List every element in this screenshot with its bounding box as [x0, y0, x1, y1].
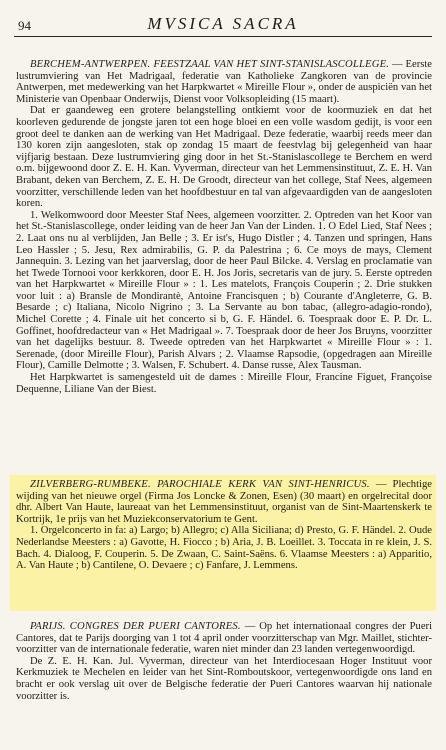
article-paragraph: De Z. E. H. Kan. Jul. Vyverman, directeur van het Interdiocesaan Hoger Instituut voor Kerkmuziek te Mechelen en leider van het Sint-Romboutskoor, vertegenwoordigde ons land en bracht er ook verslag uit over de Belgische federatie der Pueri Cantores waarvan hij nationale voorzitter is.	[16, 655, 432, 702]
article-lead	[16, 479, 432, 525]
article-paragraph: Het Harpkwartet is samengesteld uit de dames : Mireille Flour, Francine Figuet, Françoise Dequenne, Liliane Van der Biest.	[16, 372, 432, 395]
program-paragraph: 1. Orgelconcerto in fa: a) Largo; b) Allegro; c) Alla Siciliana; d) Presto, G. F. Händel. 2. Oude Nederlandse Meesters : a) Gavotte, H. Fiocco ; b) Aria, J. B. Loeillet. 3. Toccata in re klein, J. S. Bach. 4. Dialoog, F. Couperin. 5. De Zwaan, C. Saint-Saëns. 6. Vlaamse Meesters : a) Apparitio, A. Van Haute ; b) Cantilene, O. Devaere ; c) Fanfare, J. Lemmens.	[16, 525, 432, 572]
article-lead	[16, 59, 432, 105]
page-number: 94	[18, 18, 31, 33]
article-intro: — Eerste lustrumviering van Het Madrigaal, federatie van Katholieke Zangkoren van de provincie Antwerpen, met medewerking van het Harpkwartet « Mireille Flour », onder de auspiciën van het Ministerie van Openbaar Onderwijs, Dienst voor Volksopleiding (15 maart).	[16, 59, 432, 105]
article-parijs	[16, 621, 432, 702]
article-paragraph: Dat er gaandeweg een grotere belangstelling ontkiemt voor de koormuziek en dat het koorleven gedurende de jongste jaren tot een hoge bloei en een volle wasdom gedijt, is voor een groot deel te danken aan de werking van Het Madrigaal. Deze federatie, waarbij reeds meer dan 130 koren zijn aangesloten, stak op zondag 15 maart de feestvlag bij gelegenheid van haar vijfjarig bestaan. Deze lustrumviering ging door in het St.-Stanislascollege te Berchem en werd o.m. bijgewoond door Z. E. H. Kan. Vyverman, directeur van het Lemmensinstituut, Z. E. H. Van Brabant, deken van Berchem, Z. E. H. De Groodt, directeur van het college, Staf Nees, algemeen voorzitter, verschillende leden van het hoofdbestuur en tal van afgevaardigden van de aangesloten koren.	[16, 105, 432, 210]
article-berchem	[16, 59, 432, 395]
running-head	[14, 10, 432, 37]
article-intro: — Op het internationaal congres der Pueri Cantores, dat te Parijs doorging van 1 tot 4 april onder voorzitterschap van Mgr. Maillet, stichter-voorzitter van de internationale federatie, waren niet minder dan 23 landen vertegenwoordigd.	[16, 621, 433, 656]
article-heading: ZILVERBERG-RUMBEKE. PAROCHIALE KERK VAN SINT-HENRICUS.	[30, 479, 370, 490]
article-intro: — Plechtige wijding van het nieuwe orgel (Firma Jos Loncke & Zonen, Esen) (30 maart) en orgelrecital door dhr. Albert Van Haute, laureaat van het Lemmensinstituut, organist van de Sint-Maartenskerk te Kortrijk, 1e prijs van het Muziekconservatorium te Gent.	[16, 479, 432, 525]
article-zilverberg	[16, 479, 432, 572]
program-paragraph: 1. Welkomwoord door Meester Staf Nees, algemeen voorzitter. 2. Optreden van het Koor van het St.-Stanislascollege, onder leiding van de heer Jan Van der Linden. 1. O Edel Lied, Staf Nees ; 2. Laat ons nu al verblijden, Jan Belle ; 3. Er ist's, Hugo Distler ; 4. Tanzen und springen, Hans Leo Hassler ; 5. Jesu, Rex admirabilis, G. P. da Palestrina ; 6. Ce moys de mays, Clement Jannequin. 3. Lezing van het jaarverslag, door de heer Paul Bilcke. 4. Verslag en proclamatie van het Twede Tornooi voor kerkkoren, door E. H. Jos Joris, secretaris van de jury. 5. Eerste optreden van het Harpkwartet « Mireille Flour » : 1. Les matelots, François Couperin ; 2. Drie stukken voor luit : a) Bransle de Mondirantè, Antoine Francisquen ; b) Courante d'Angleterre, G. B. Besarde ; c) Italiana, Nicolo Nigrino ; 3. La Servante au bon tabac, (allegro-adagio-rondo), Michel Corette ; 4. Finale uit het concerto si b, G. F. Händel. 6. Toespraak door E. P. Dr. L. Goffinet, hoofdredacteur van « Het Madrigaal ». 7. Toespraak door de heer Jos Bruyns, voorzitter van het dagelijks bestuur. 8. Tweede optreden van het Harpkwartet « Mireille Flour » : 1. Serenade, (door Mireille Flour), Parish Alvars ; 2. Vlaamse Rapsodie, (opgedragen aan Mireille Flour), Camille Delmotte ; 3. Walsen, F. Schubert. 4. Danse russe, Alex Tausman.	[16, 209, 432, 372]
article-heading: PARIJS. CONGRES DER PUERI CANTORES.	[30, 621, 241, 632]
article-lead	[16, 621, 432, 656]
journal-title: MVSICA SACRA	[147, 14, 299, 33]
article-heading: BERCHEM-ANTWERPEN. FEESTZAAL VAN HET SINT-STANISLASCOLLEGE.	[30, 59, 390, 70]
